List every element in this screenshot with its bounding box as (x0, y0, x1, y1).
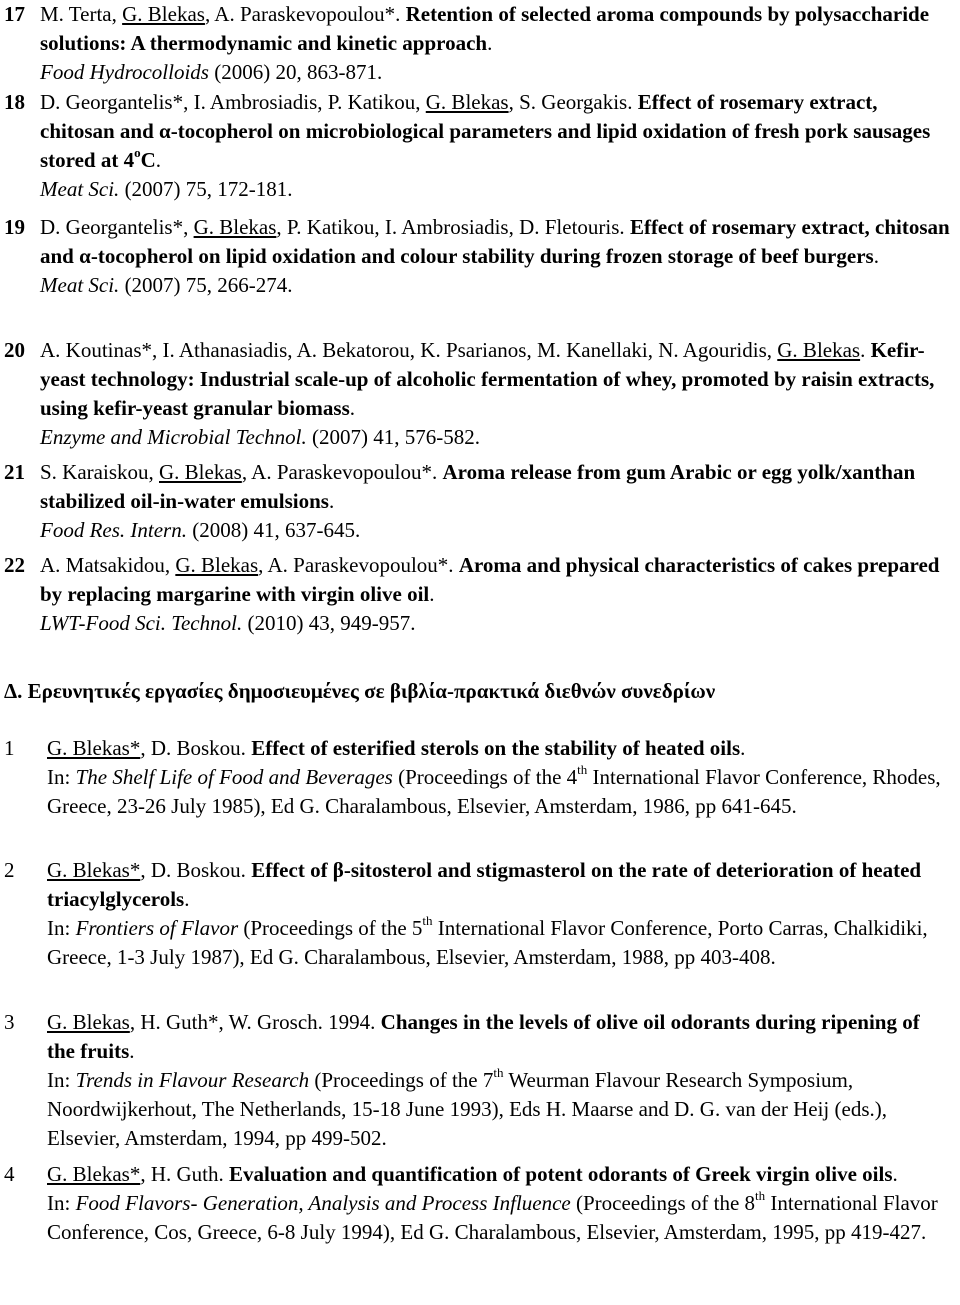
proceeding-entry: 1 G. Blekas*, D. Boskou. Effect of esterified sterols on the stability of heated oils. In: The Shelf Life of Food and Beverages (Proceedings of the 4th International Flavor Conference, Rhodes, Greece, 23-26 July 1985), Ed G. Charalambous, Elsevier, Amsterdam, 1986, pp 641-645. (4, 736, 941, 818)
author-link[interactable]: G. Blekas* (47, 1162, 141, 1186)
entry-journal: Food Hydrocolloids (40, 60, 209, 84)
entry-title: Aroma release from gum Arabic or egg yolk/xanthan stabilized oil-in-water emulsions (40, 460, 916, 513)
entry-authors: A. Koutinas*, I. Athanasiadis, A. Bekatorou, K. Psarianos, M. Kanellaki, N. Agouridis, (40, 338, 778, 362)
entry-details: (2007) 41, 576-582. (306, 425, 480, 449)
entry-details: International Flavor Conference, Rhodes, Greece, 23-26 July 1985), Ed G. Charalambous, Elsevier, Amsterdam, 1986, pp 641-645. (47, 765, 941, 818)
entry-details: (2006) 20, 863-871. (208, 60, 383, 84)
entry-details: (Proceedings of the 7 (309, 1068, 494, 1092)
entry-authors: S. Karaiskou, (40, 460, 159, 484)
entry-book: Food Flavors- Generation, Analysis and Process Influence (75, 1191, 571, 1215)
entry-title: Effect of esterified sterols on the stability of heated oils (251, 736, 741, 760)
author-link[interactable]: G. Blekas (425, 90, 509, 114)
author-link[interactable]: G. Blekas* (47, 858, 141, 882)
entry-authors: , H. Guth*, W. Grosch. 1994. (129, 1010, 381, 1034)
entry-title: Effect of rosemary extract, chitosan and α-tocopherol on microbiological parameters and lipid oxidation of fresh pork sausages stored at 4 (40, 90, 931, 172)
proceeding-entry: 4 G. Blekas*, H. Guth. Evaluation and quantification of potent odorants of Greek virgin olive oils. In: Food Flavors- Generation, Analysis and Process Influence (Proceedings of the 8th International Flavor Conference, Cos, Greece, 6-8 July 1994), Ed G. Charalambous, Elsevier, Amsterdam, 1995, pp 419-427. (4, 1162, 938, 1244)
entry-details: Weurman Flavour Research Symposium, Noordwijkerhout, The Netherlands, 15-18 June 1993), Eds H. Maarse and D. G. van der Heij (eds.), Elsevier, Amsterdam, 1994, pp 499-502. (47, 1068, 887, 1150)
entry-number: 3 (4, 1010, 15, 1034)
entry-authors: . (860, 338, 871, 362)
entry-authors: A. Matsakidou, (40, 553, 176, 577)
entry-journal: Meat Sci. (40, 177, 120, 201)
entry-details: (2008) 41, 637-645. (186, 518, 361, 542)
entry-in-label: In: (47, 916, 76, 940)
entry-book: The Shelf Life of Food and Beverages (75, 765, 393, 789)
entry-authors: , D. Boskou. (140, 736, 252, 760)
entry-number: 21 (4, 460, 25, 484)
author-link[interactable]: G. Blekas* (47, 736, 141, 760)
entry-book: Frontiers of Flavor (75, 916, 239, 940)
entry-authors: M. Terta, (40, 2, 123, 26)
entry-details: (2007) 75, 172-181. (119, 177, 293, 201)
entry-authors: , A. Paraskevopoulou*. (204, 2, 406, 26)
entry-title: Effect of rosemary extract, chitosan and α-tocopherol on lipid oxidation and colour stability during frozen storage of beef burgers (40, 215, 950, 268)
entry-authors: D. Georgantelis*, I. Ambrosiadis, P. Katikou, (40, 90, 426, 114)
entry-details: (Proceedings of the 4 (392, 765, 578, 789)
entry-authors: , P. Katikou, I. Ambrosiadis, D. Fletouris. (276, 215, 630, 239)
entry-journal: Enzyme and Microbial Technol. (40, 425, 307, 449)
section-heading: Δ. Ερευνητικές εργασίες δημοσιευμένες σε βιβλία-πρακτικά διεθνών συνεδρίων (4, 679, 716, 703)
entry-number: 18 (4, 90, 25, 114)
entry-number: 1 (4, 736, 15, 760)
entry-authors: , D. Boskou. (140, 858, 252, 882)
entry-details: (Proceedings of the 8 (570, 1191, 756, 1215)
publication-entry: 22 A. Matsakidou, G. Blekas, A. Paraskevopoulou*. Aroma and physical characteristics of cakes prepared by replacing margarine with virgin olive oil. LWT-Food Sci. Technol. (2010) 43, 949-957. (4, 553, 940, 635)
publication-entry: 21 S. Karaiskou, G. Blekas, A. Paraskevopoulou*. Aroma release from gum Arabic or egg yolk/xanthan stabilized oil-in-water emulsions. Food Res. Intern. (2008) 41, 637-645. (4, 460, 916, 542)
ordinal-sup: th (755, 1188, 766, 1203)
publication-entry: 17 M. Terta, G. Blekas, A. Paraskevopoulou*. Retention of selected aroma compounds by polysaccharide solutions: A thermodynamic and kinetic approach. Food Hydrocolloids (2006) 20, 863-871. (4, 2, 930, 84)
entry-authors: , A. Paraskevopoulou*. (241, 460, 443, 484)
entry-title: Evaluation and quantification of potent odorants of Greek virgin olive oils (229, 1162, 893, 1186)
entry-book: Trends in Flavour Research (75, 1068, 310, 1092)
entry-in-label: In: (47, 765, 76, 789)
entry-in-label: In: (47, 1191, 76, 1215)
entry-number: 17 (4, 2, 25, 26)
entry-title: Aroma and physical characteristics of cakes prepared by replacing margarine with virgin olive oil (40, 553, 940, 606)
entry-number: 2 (4, 858, 15, 882)
ordinal-sup: th (577, 762, 588, 777)
entry-number: 19 (4, 215, 25, 239)
entry-authors: D. Georgantelis*, (40, 215, 194, 239)
entry-number: 4 (4, 1162, 15, 1186)
author-link[interactable]: G. Blekas (47, 1010, 130, 1034)
entry-title: Retention of selected aroma compounds by polysaccharide solutions: A thermodynamic and kinetic approach (40, 2, 930, 55)
entry-title: C (140, 148, 156, 172)
entry-details: International Flavor Conference, Cos, Greece, 6-8 July 1994), Ed G. Charalambous, Elsevier, Amsterdam, 1995, pp 419-427. (47, 1191, 938, 1244)
author-link[interactable]: G. Blekas (175, 553, 259, 577)
entry-title: Kefir-yeast technology: Industrial scale-up of alcoholic fermentation of whey, promoted by raisin extracts, using kefir-yeast granular biomass (40, 338, 935, 420)
entry-in-label: In: (47, 1068, 76, 1092)
ordinal-sup: th (422, 913, 433, 928)
entry-number: 20 (4, 338, 25, 362)
entry-journal: Meat Sci. (40, 273, 120, 297)
entry-authors: , A. Paraskevopoulou*. (258, 553, 459, 577)
author-link[interactable]: G. Blekas (777, 338, 861, 362)
entry-details: International Flavor Conference, Porto Carras, Chalkidiki, Greece, 1-3 July 1987), Ed G. Charalambous, Elsevier, Amsterdam, 1988, pp 403-408. (47, 916, 928, 969)
entry-journal: Food Res. Intern. (40, 518, 187, 542)
entry-details: (2010) 43, 949-957. (242, 611, 416, 635)
entry-authors: , S. Georgakis. (508, 90, 638, 114)
entry-journal: LWT-Food Sci. Technol. (40, 611, 243, 635)
author-link[interactable]: G. Blekas (122, 2, 205, 26)
author-link[interactable]: G. Blekas (159, 460, 242, 484)
entry-title: Effect of β-sitosterol and stigmasterol on the rate of deterioration of heated triacylglycerols (47, 858, 922, 911)
ordinal-sup: th (493, 1065, 504, 1080)
proceeding-entry: 3 G. Blekas, H. Guth*, W. Grosch. 1994. Changes in the levels of olive oil odorants during ripening of the fruits. In: Trends in Flavour Research (Proceedings of the 7th Weurman Flavour Research Symposium, Noordwijkerhout, The Netherlands, 15-18 June 1993), Eds H. Maarse and D. G. van der Heij (eds.), Elsevier, Amsterdam, 1994, pp 499-502. (4, 1010, 920, 1150)
publication-entry: 19 D. Georgantelis*, G. Blekas, P. Katikou, I. Ambrosiadis, D. Fletouris. Effect of rosemary extract, chitosan and α-tocopherol on lipid oxidation and colour stability during frozen storage of beef burgers. Meat Sci. (2007) 75, 266-274. (4, 215, 950, 297)
entry-details: (2007) 75, 266-274. (119, 273, 293, 297)
entry-number: 22 (4, 553, 25, 577)
entry-title: Changes in the levels of olive oil odorants during ripening of the fruits (47, 1010, 920, 1063)
degree-sup: o (134, 145, 141, 160)
entry-authors: , H. Guth. (140, 1162, 229, 1186)
author-link[interactable]: G. Blekas (193, 215, 277, 239)
proceeding-entry: 2 G. Blekas*, D. Boskou. Effect of β-sitosterol and stigmasterol on the rate of deterioration of heated triacylglycerols. In: Frontiers of Flavor (Proceedings of the 5th International Flavor Conference, Porto Carras, Chalkidiki, Greece, 1-3 July 1987), Ed G. Charalambous, Elsevier, Amsterdam, 1988, pp 403-408. (4, 858, 928, 969)
publication-entry: 18 D. Georgantelis*, I. Ambrosiadis, P. Katikou, G. Blekas, S. Georgakis. Effect of rosemary extract, chitosan and α-tocopherol on microbiological parameters and lipid oxidation of fresh pork sausages stored at 4$^o$C. Meat Sci. (2007) 75, 172-181. (4, 90, 931, 201)
publication-entry: 20 A. Koutinas*, I. Athanasiadis, A. Bekatorou, K. Psarianos, M. Kanellaki, N. Agouridis, G. Blekas. Kefir-yeast technology: Industrial scale-up of alcoholic fermentation of whey, promoted by raisin extracts, using kefir-yeast granular biomass. Enzyme and Microbial Technol. (2007) 41, 576-582. (4, 338, 935, 449)
entry-details: (Proceedings of the 5 (238, 916, 423, 940)
